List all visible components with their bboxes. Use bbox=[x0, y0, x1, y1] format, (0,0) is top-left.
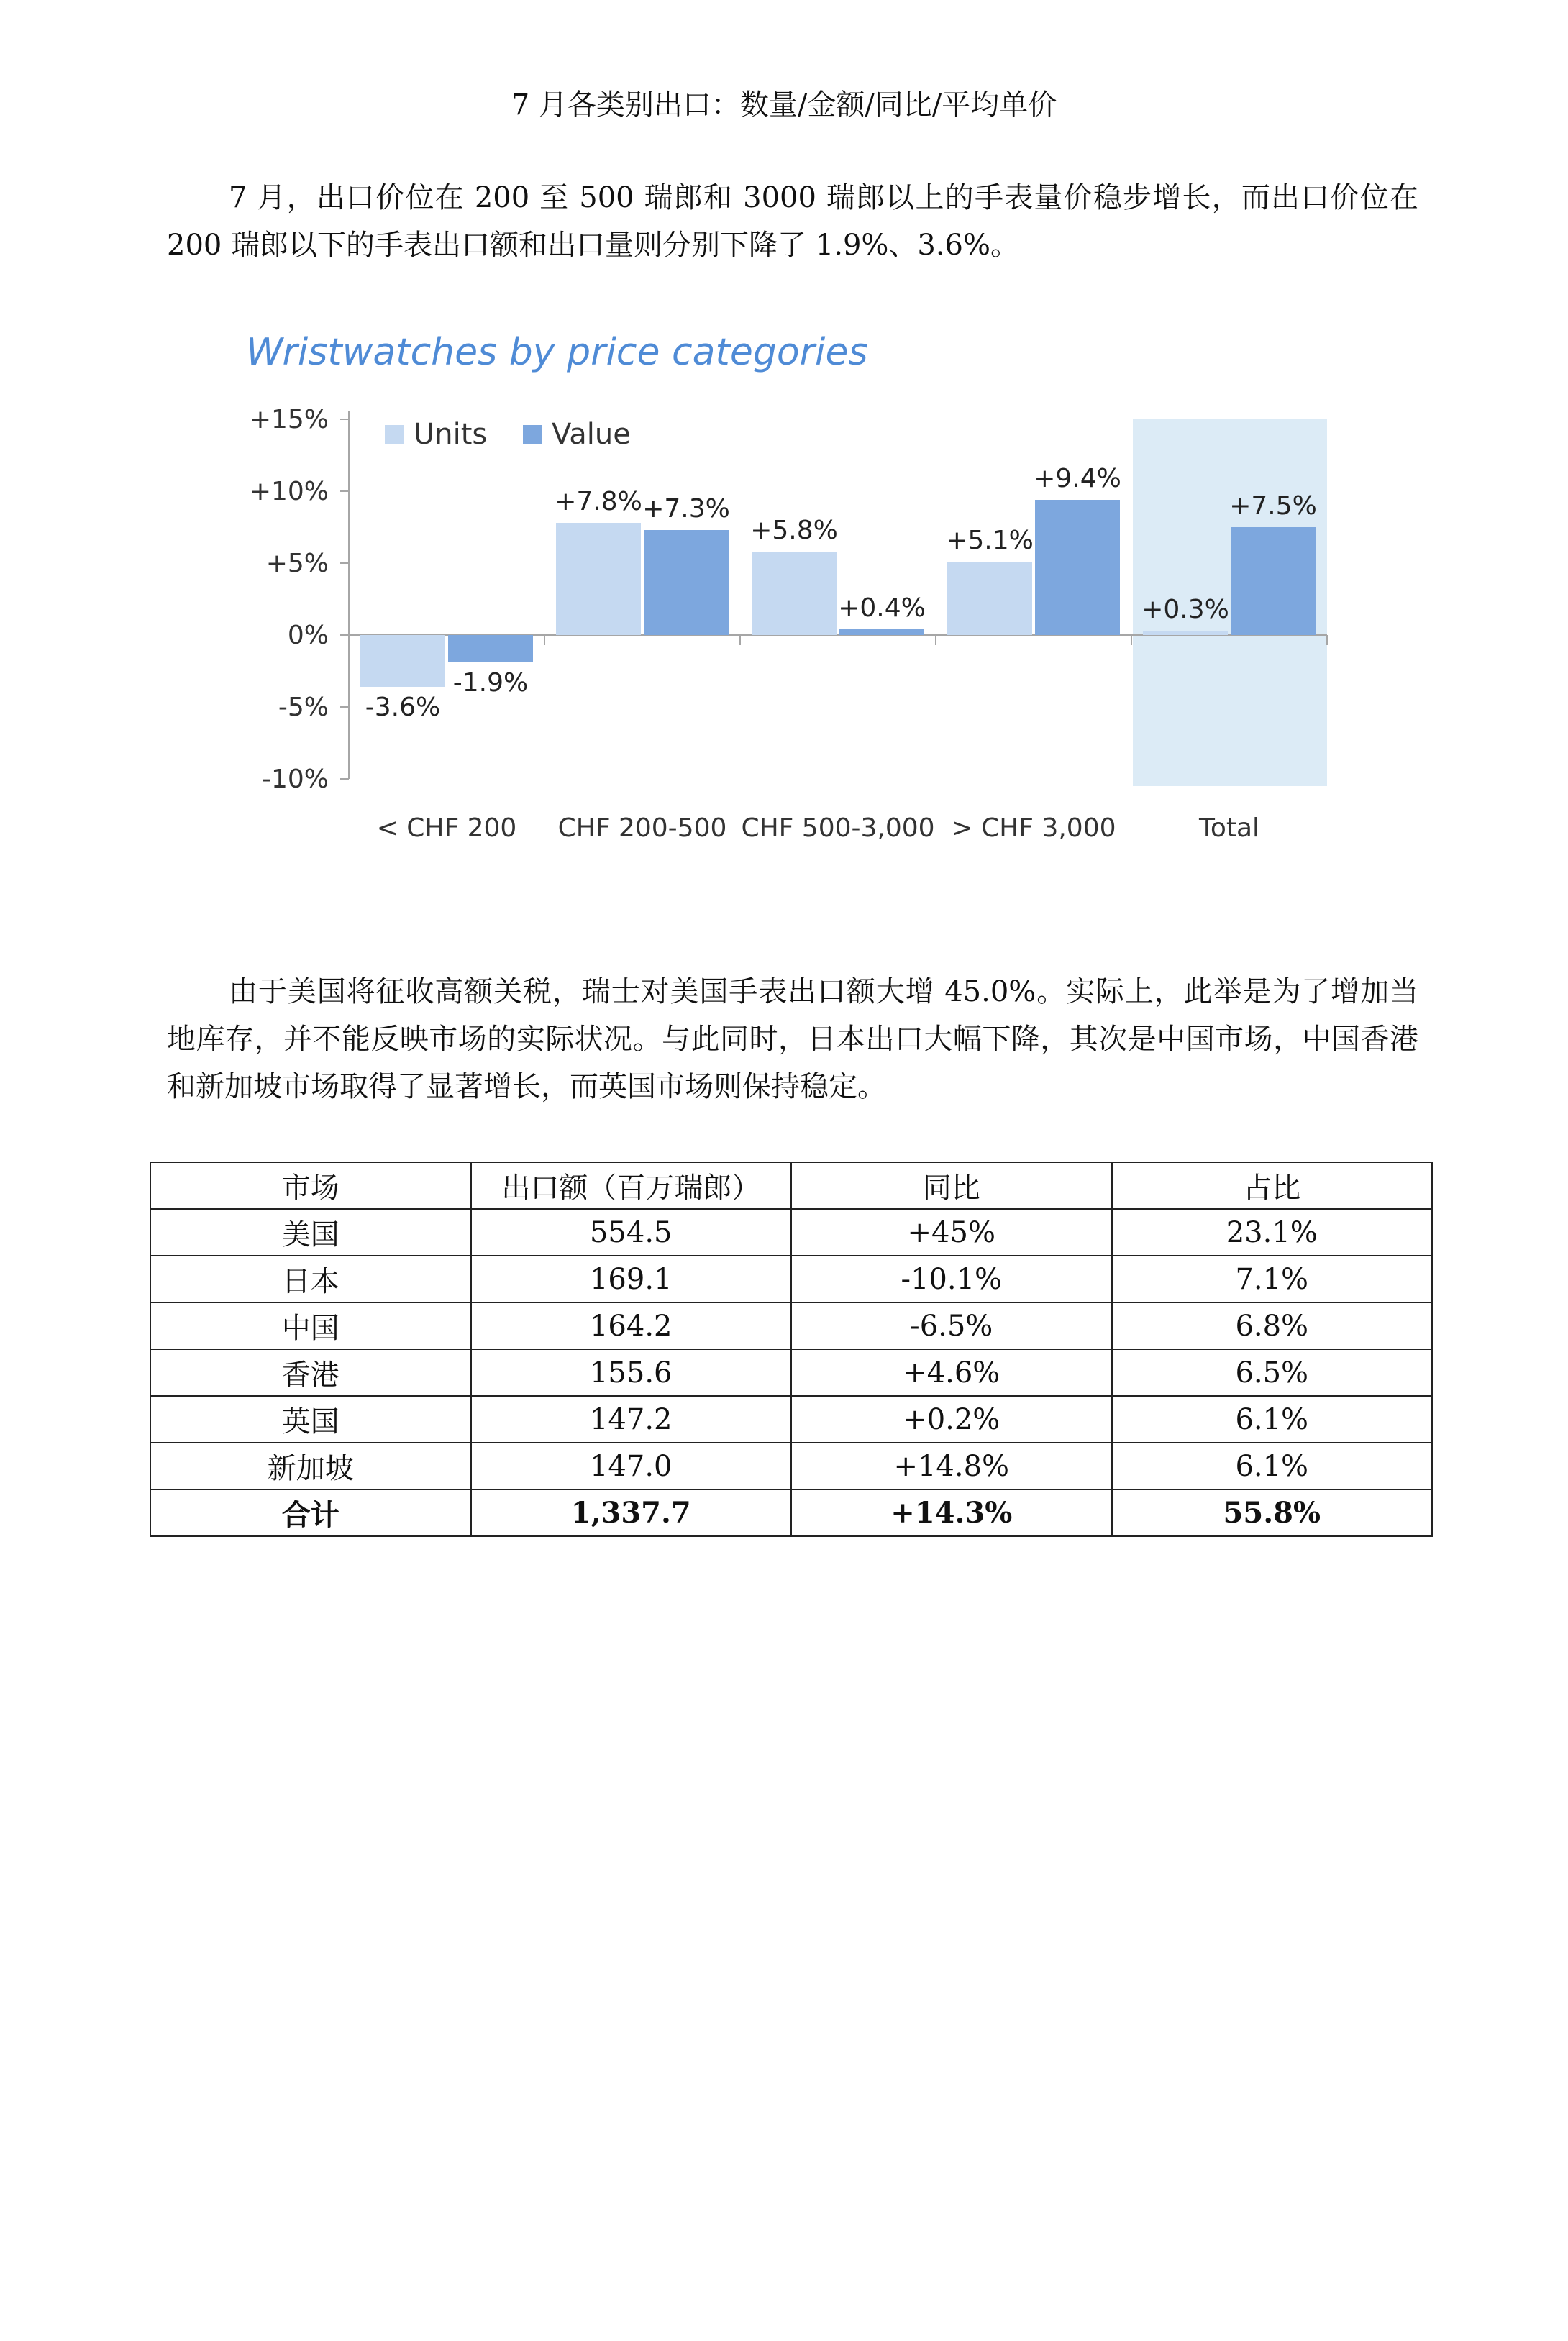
table-row bbox=[150, 1209, 1432, 1256]
data-label-value: +7.3% bbox=[642, 494, 730, 524]
table-total-row bbox=[150, 1489, 1432, 1536]
market-export-table bbox=[150, 1162, 1433, 1537]
col-header-export-value: 出口额（百万瑞郎） bbox=[471, 1162, 792, 1209]
category-label: < CHF 200 bbox=[376, 813, 517, 843]
y-tick-label: +10% bbox=[249, 477, 329, 506]
cell-yoy: -6.5% bbox=[791, 1302, 1112, 1349]
cell-share: 6.8% bbox=[1112, 1302, 1433, 1349]
y-tick-label: 0% bbox=[287, 621, 329, 650]
category-label: CHF 200-500 bbox=[557, 813, 727, 843]
cell-export-value: 554.5 bbox=[471, 1209, 792, 1256]
data-label-value: +7.5% bbox=[1229, 491, 1317, 521]
cell-export-value: 147.2 bbox=[471, 1396, 792, 1443]
bar-units bbox=[1143, 631, 1228, 635]
bar-units bbox=[947, 562, 1032, 635]
bar-units bbox=[752, 552, 837, 635]
chart-body bbox=[250, 405, 1327, 843]
cell-market: 美国 bbox=[150, 1209, 471, 1256]
table-row bbox=[150, 1443, 1432, 1489]
cell-share: 6.5% bbox=[1112, 1349, 1433, 1396]
wristwatch-price-category-chart bbox=[216, 306, 1367, 867]
cell-total-share: 55.8% bbox=[1112, 1489, 1433, 1536]
col-header-share: 占比 bbox=[1112, 1162, 1433, 1209]
category-label: > CHF 3,000 bbox=[951, 813, 1116, 843]
bar-value bbox=[448, 635, 533, 662]
cell-yoy: +4.6% bbox=[791, 1349, 1112, 1396]
cell-share: 23.1% bbox=[1112, 1209, 1433, 1256]
legend-label-value: Value bbox=[552, 418, 631, 451]
y-tick-label: -10% bbox=[261, 765, 329, 794]
cell-market: 英国 bbox=[150, 1396, 471, 1443]
col-header-market: 市场 bbox=[150, 1162, 471, 1209]
bar-units bbox=[556, 523, 641, 635]
table-row bbox=[150, 1302, 1432, 1349]
table-row bbox=[150, 1256, 1432, 1302]
cell-market: 中国 bbox=[150, 1302, 471, 1349]
y-tick-label: +5% bbox=[265, 549, 329, 578]
y-tick-label: -5% bbox=[278, 693, 329, 722]
cell-export-value: 164.2 bbox=[471, 1302, 792, 1349]
data-label-value: -1.9% bbox=[452, 668, 529, 698]
cell-yoy: +0.2% bbox=[791, 1396, 1112, 1443]
cell-market: 香港 bbox=[150, 1349, 471, 1396]
y-tick-label: +15% bbox=[249, 405, 329, 434]
cell-total-export-value: 1,337.7 bbox=[471, 1489, 792, 1536]
cell-export-value: 155.6 bbox=[471, 1349, 792, 1396]
data-label-value: +9.4% bbox=[1034, 464, 1121, 493]
cell-share: 6.1% bbox=[1112, 1396, 1433, 1443]
table-header-row bbox=[150, 1162, 1432, 1209]
bar-value bbox=[644, 530, 729, 635]
cell-export-value: 147.0 bbox=[471, 1443, 792, 1489]
data-label-value: +0.4% bbox=[838, 593, 926, 623]
chart-svg bbox=[216, 306, 1367, 867]
data-label-units: +5.1% bbox=[946, 526, 1034, 555]
category-label: Total bbox=[1198, 813, 1260, 843]
paragraph-price-categories: 7 月，出口价位在 200 至 500 瑞郎和 3000 瑞郎以上的手表量价稳步增长，而出口价位在 200 瑞郎以下的手表出口额和出口量则分别下降了 1.9%、3.6%。 bbox=[167, 181, 1418, 262]
chart-title: Wristwatches by price categories bbox=[246, 331, 868, 374]
data-label-units: +7.8% bbox=[555, 487, 642, 516]
page-title: 7 月各类别出口：数量/金额/同比/平均单价 bbox=[511, 88, 1057, 122]
paragraph-market-exports: 由于美国将征收高额关税，瑞士对美国手表出口额大增 45.0%。实际上，此举是为了增加当地库存，并不能反映市场的实际状况。与此同时，日本出口大幅下降，其次是中国市场，中国香港和新加坡市场取得了显著增长，而英国市场则保持稳定。 bbox=[167, 975, 1418, 1103]
cell-share: 6.1% bbox=[1112, 1443, 1433, 1489]
bar-units bbox=[360, 635, 445, 687]
table-row bbox=[150, 1349, 1432, 1396]
legend-swatch-value bbox=[523, 425, 542, 444]
cell-market: 新加坡 bbox=[150, 1443, 471, 1489]
bar-value bbox=[1231, 527, 1316, 635]
data-label-units: +5.8% bbox=[750, 516, 838, 545]
cell-yoy: +45% bbox=[791, 1209, 1112, 1256]
cell-total-label: 合计 bbox=[150, 1489, 471, 1536]
cell-total-yoy: +14.3% bbox=[791, 1489, 1112, 1536]
category-label: CHF 500-3,000 bbox=[741, 813, 935, 843]
data-label-units: +0.3% bbox=[1141, 595, 1229, 624]
bar-value bbox=[1035, 500, 1120, 635]
cell-yoy: +14.8% bbox=[791, 1443, 1112, 1489]
data-label-units: -3.6% bbox=[365, 693, 441, 722]
table-row bbox=[150, 1396, 1432, 1443]
col-header-yoy: 同比 bbox=[791, 1162, 1112, 1209]
legend-swatch-units bbox=[385, 425, 404, 444]
cell-export-value: 169.1 bbox=[471, 1256, 792, 1302]
cell-yoy: -10.1% bbox=[791, 1256, 1112, 1302]
bar-value bbox=[839, 629, 924, 635]
cell-market: 日本 bbox=[150, 1256, 471, 1302]
legend-label-units: Units bbox=[414, 418, 488, 451]
cell-share: 7.1% bbox=[1112, 1256, 1433, 1302]
